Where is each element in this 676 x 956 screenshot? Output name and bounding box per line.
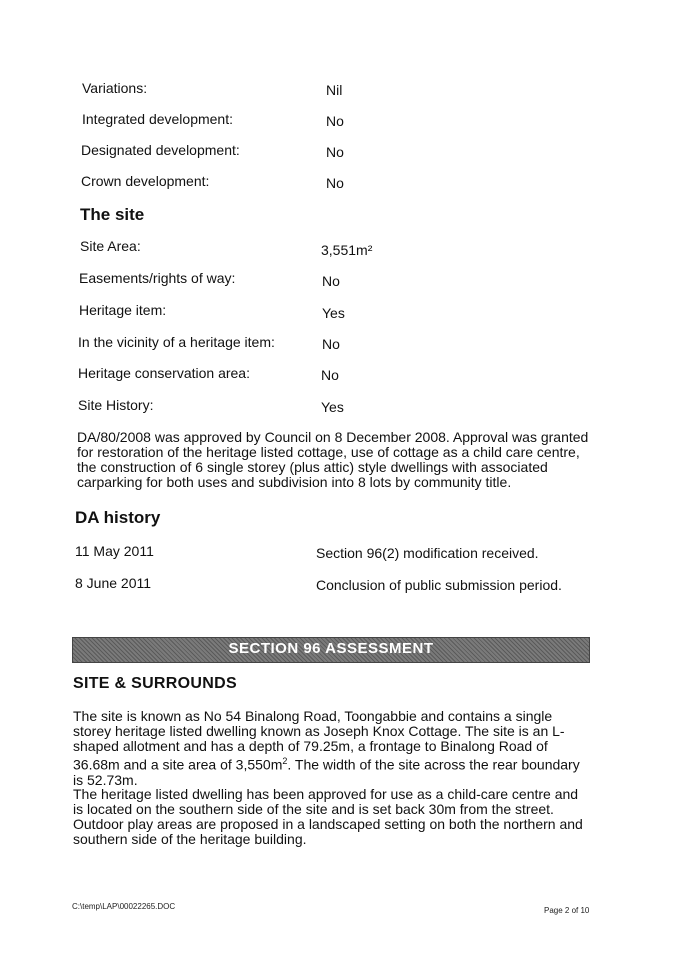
da-history-event: Conclusion of public submission period. <box>316 577 562 593</box>
heritage-item-value: Yes <box>322 305 345 321</box>
designated-development-value: No <box>326 144 344 160</box>
site-history-value: Yes <box>321 399 344 415</box>
heritage-vicinity-value: No <box>322 336 340 352</box>
variations-value: Nil <box>326 82 343 98</box>
paragraph-text: . The width of the site across the rear boundary is 52.73m. <box>73 756 580 788</box>
superscript: 2 <box>282 756 288 766</box>
da-history-heading: DA history <box>75 508 161 527</box>
site-surrounds-paragraph-1 <box>73 709 591 788</box>
site-area-label: Site Area: <box>80 238 141 254</box>
integrated-development-label: Integrated development: <box>82 111 233 127</box>
crown-development-label: Crown development: <box>81 173 210 189</box>
designated-development-label: Designated development: <box>81 142 240 158</box>
paragraph-text: The site is known as No 54 Binalong Road, Toongabbie and contains a single storey heritage listed dwelling known as Joseph Knox Cottage. The site is an L-shaped allotment and has a depth of 79.25m, a frontage to Binalong Road of 36.68m and a site area of 3,550m <box>73 708 565 773</box>
conservation-area-label: Heritage conservation area: <box>78 365 250 381</box>
section-banner <box>72 637 590 663</box>
footer-file-path: C:\temp\LAP\00022265.DOC <box>72 902 176 911</box>
da-history-date: 11 May 2011 <box>75 543 154 559</box>
site-area-value: 3,551m² <box>321 242 373 258</box>
the-site-heading: The site <box>80 205 145 224</box>
site-history-label: Site History: <box>78 397 154 413</box>
heritage-item-label: Heritage item: <box>79 302 167 318</box>
da-history-date: 8 June 2011 <box>75 575 152 591</box>
easements-label: Easements/rights of way: <box>79 270 236 286</box>
variations-label: Variations: <box>82 80 148 96</box>
crown-development-value: No <box>326 175 344 191</box>
site-surrounds-paragraph-2: The heritage listed dwelling has been approved for use as a child-care centre and is located on the southern side of the site and is set back 30m from the street. Outdoor play areas are proposed in a landscaped setting on both the northern and southern side of the heritage building. <box>73 786 583 847</box>
da-history-event: Section 96(2) modification received. <box>316 545 539 561</box>
integrated-development-value: No <box>326 113 344 129</box>
heritage-vicinity-label: In the vicinity of a heritage item: <box>78 334 275 350</box>
section-banner-title: SECTION 96 ASSESSMENT <box>228 640 434 657</box>
footer-page-number: Page 2 of 10 <box>544 906 590 915</box>
site-history-paragraph: DA/80/2008 was approved by Council on 8 December 2008. Approval was granted for restoration of the heritage listed cottage, use of cottage as a child care centre, the construction of 6 single storey (plus attic) style dwellings with associated carparking for both uses and subdivision into 8 lots by community title. <box>77 429 589 490</box>
conservation-area-value: No <box>321 367 339 383</box>
site-surrounds-heading: SITE & SURROUNDS <box>73 675 237 692</box>
easements-value: No <box>322 273 340 289</box>
